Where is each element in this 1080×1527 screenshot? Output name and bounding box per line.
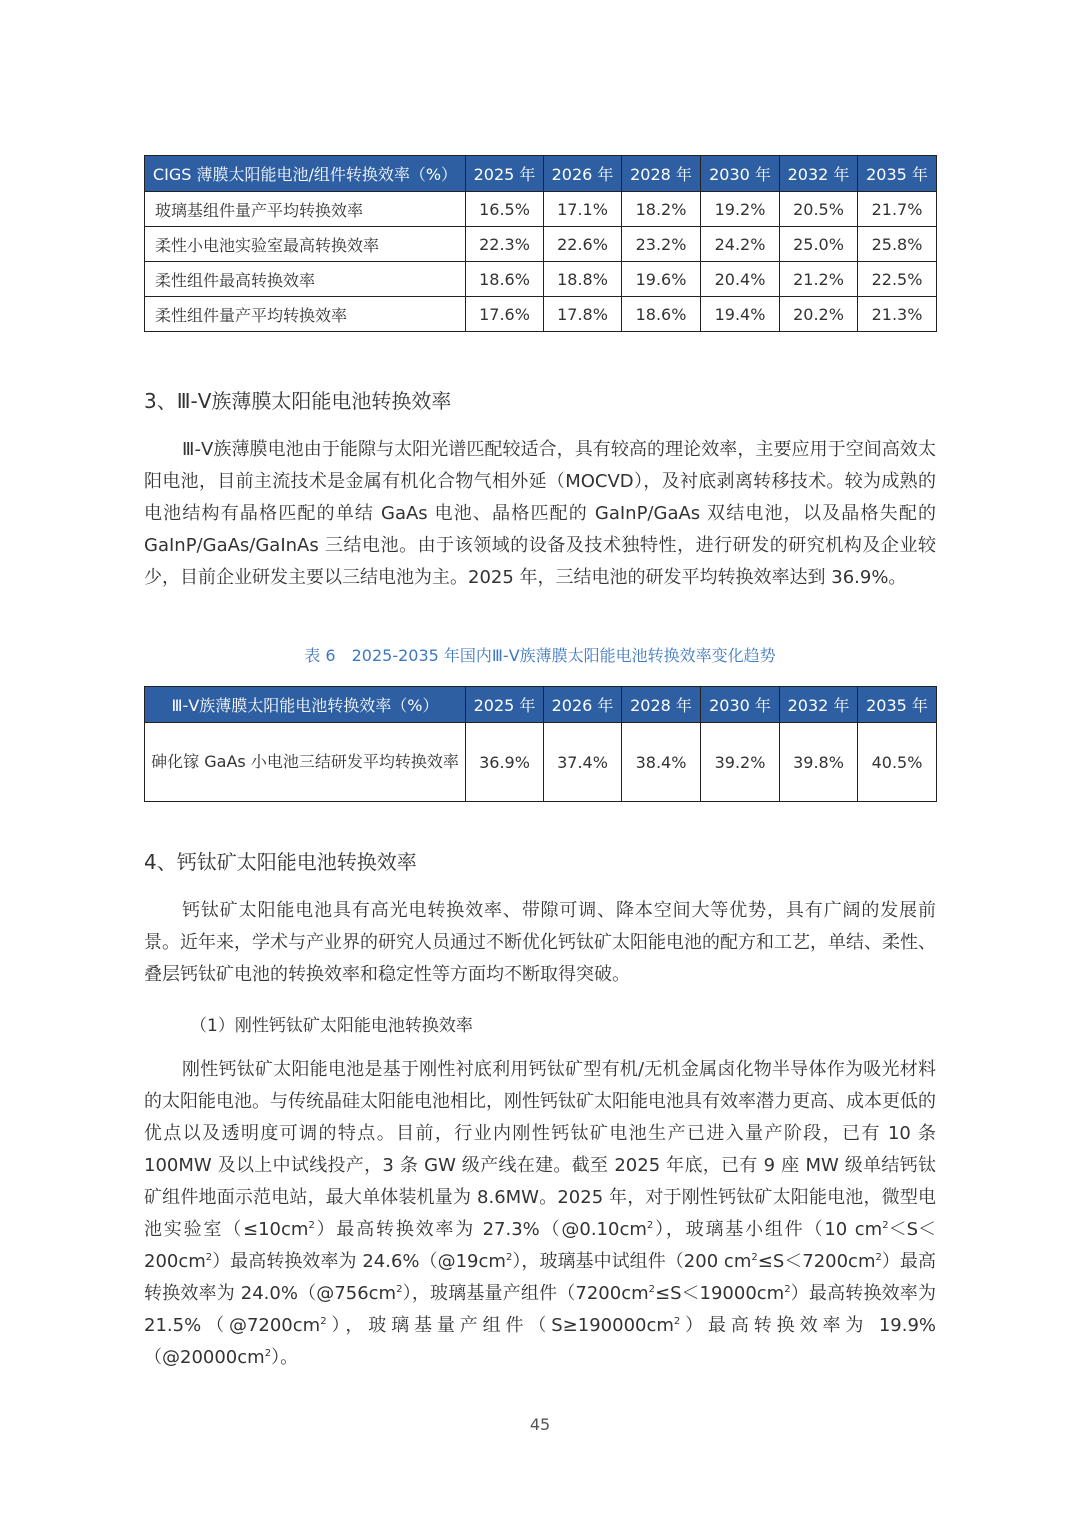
text-segment: ），玻璃基量产组件（7200cm [402, 1283, 649, 1304]
text-segment: 刚性钙钛矿太阳能电池是基于刚性衬底利用钙钛矿型有机/无机金属卤化物半导体作为吸光材料的太阳能电池。与传统晶硅太阳能电池相比，刚性钙钛矿太阳能电池具有效率潜力更高、成本更低的优点以及透明度可调的特点。目前，行业内刚性钙钛矿电池生产已进入量产阶段，已有 10 条 100MW 及以上中试线投产，3 条 GW 级产线在建。截至 2025 年底，已有 9 座 MW 级单结钙钛矿组件地面示范电站，最大单体装机量为 8.6MW。2025 年，对于刚性钙钛矿太阳能电池，微型电池实验室（≤10cm [144, 1059, 936, 1240]
superscript: 2 [784, 1284, 791, 1295]
table-header-cell: 2035 年 [858, 156, 937, 192]
superscript: 2 [320, 1316, 327, 1327]
table-cell: 37.4% [544, 723, 622, 802]
table-cell: 22.5% [858, 262, 937, 297]
table-cell: 22.3% [466, 227, 544, 262]
table-cell: 16.5% [466, 192, 544, 227]
table-cell: 17.8% [544, 297, 622, 332]
table-header-cell: 2030 年 [701, 156, 780, 192]
table-header-cell: 2028 年 [622, 687, 701, 723]
superscript: 2 [264, 1348, 272, 1359]
table-header-cell: 2026 年 [544, 156, 622, 192]
table-cell: 21.7% [858, 192, 937, 227]
page-number: 45 [529, 1415, 551, 1434]
table-header-cell: 2025 年 [466, 687, 544, 723]
table-cell: 25.0% [780, 227, 858, 262]
table-header-cell: 2025 年 [466, 156, 544, 192]
table-cell: 20.2% [780, 297, 858, 332]
superscript: 2 [751, 1252, 758, 1263]
text-segment: ）最高转换效率为 21.5%（@7200cm [144, 1283, 936, 1336]
table-cell: 21.3% [858, 297, 937, 332]
table-cell: 39.2% [701, 723, 780, 802]
section-4-heading: 4、钙钛矿太阳能电池转换效率 [144, 850, 417, 874]
table-header-row [145, 687, 937, 723]
table-cell: 19.6% [622, 262, 701, 297]
table-cell: 17.1% [544, 192, 622, 227]
table-cell: 18.6% [622, 297, 701, 332]
table-header-cell: 2032 年 [780, 156, 858, 192]
superscript: 2 [308, 1220, 315, 1231]
table-header-row [145, 156, 937, 192]
table-cell: 39.8% [780, 723, 858, 802]
text-segment: ）最高转换效率为 24.0%（@756cm [144, 1251, 936, 1304]
table-cell: 17.6% [466, 297, 544, 332]
table-header-cell: 2032 年 [780, 687, 858, 723]
table-cell: 23.2% [622, 227, 701, 262]
row-label: 柔性组件最高转换效率 [145, 262, 466, 297]
table-header-cell: Ⅲ-Ⅴ族薄膜太阳能电池转换效率（%） [145, 687, 466, 723]
row-label: 柔性小电池实验室最高转换效率 [145, 227, 466, 262]
table-header-cell: 2030 年 [701, 687, 780, 723]
iii-v-efficiency-table [144, 686, 937, 802]
superscript: 2 [882, 1220, 889, 1231]
table-header-cell: CIGS 薄膜太阳能电池/组件转换效率（%） [145, 156, 466, 192]
table-cell: 18.6% [466, 262, 544, 297]
table-cell: 36.9% [466, 723, 544, 802]
superscript: 2 [505, 1252, 513, 1263]
text-segment: ），玻璃基量产组件（S≥190000cm [326, 1315, 674, 1336]
text-segment: ），玻璃基中试组件（200 cm [512, 1251, 752, 1272]
table-row [145, 723, 937, 802]
table-cell: 20.4% [701, 262, 780, 297]
table-cell: 25.8% [858, 227, 937, 262]
table-header-cell: 2026 年 [544, 687, 622, 723]
row-label: 砷化镓 GaAs 小电池三结研发平均转换效率 [145, 723, 466, 802]
superscript: 2 [875, 1252, 882, 1263]
text-segment: ＜S＜200cm [144, 1219, 937, 1272]
section-3-paragraph: Ⅲ-Ⅴ族薄膜电池由于能隙与太阳光谱匹配较适合，具有较高的理论效率，主要应用于空间高效太阳电池，目前主流技术是金属有机化合物气相外延（MOCVD），及衬底剥离转移技术。较为成熟的电池结构有晶格匹配的单结 GaAs 电池、晶格匹配的 GaInP/GaAs 双结电池，以及晶格失配的 GaInP/GaAs/GaInAs 三结电池。由于该领域的设备及技术独特性，进行研发的研究机构及企业较少，目前企业研发主要以三结电池为主。2025 年，三结电池的研发平均转换效率达到 36.9%。 [144, 439, 936, 588]
cigs-efficiency-table [144, 155, 937, 332]
table-cell: 21.2% [780, 262, 858, 297]
table-row [145, 227, 937, 262]
text-segment: ）。 [271, 1347, 299, 1368]
table-cell: 40.5% [858, 723, 937, 802]
row-label: 玻璃基组件量产平均转换效率 [145, 192, 466, 227]
rigid-perovskite-paragraph [144, 1054, 936, 1374]
table-cell: 18.2% [622, 192, 701, 227]
table-row [145, 297, 937, 332]
table-6-caption: 表 6 2025-2035 年国内Ⅲ-Ⅴ族薄膜太阳能电池转换效率变化趋势 [304, 646, 776, 665]
superscript: 2 [648, 1284, 656, 1295]
table-cell: 24.2% [701, 227, 780, 262]
table-cell: 19.2% [701, 192, 780, 227]
table-cell: 22.6% [544, 227, 622, 262]
superscript: 2 [646, 1220, 654, 1231]
table-header-cell: 2035 年 [858, 687, 937, 723]
text-segment: ≤S＜7200cm [757, 1251, 876, 1272]
table-cell: 19.4% [701, 297, 780, 332]
table-cell: 20.5% [780, 192, 858, 227]
row-label: 柔性组件量产平均转换效率 [145, 297, 466, 332]
superscript: 2 [396, 1284, 403, 1295]
table-row [145, 262, 937, 297]
text-segment: ），玻璃基小组件（10 cm [653, 1219, 883, 1240]
text-segment: ）最高转换效率为 27.3%（@0.10cm [314, 1219, 647, 1240]
subsection-heading: （1）刚性钙钛矿太阳能电池转换效率 [190, 1016, 473, 1036]
text-segment: ）最高转换效率为 19.9%（@20000cm [144, 1315, 936, 1368]
section-3-heading: 3、Ⅲ-Ⅴ族薄膜太阳能电池转换效率 [144, 389, 452, 413]
text-segment: ≤S＜19000cm [655, 1283, 785, 1304]
table-row [145, 192, 937, 227]
section-4-paragraph: 钙钛矿太阳能电池具有高光电转换效率、带隙可调、降本空间大等优势，具有广阔的发展前景。近年来，学术与产业界的研究人员通过不断优化钙钛矿太阳能电池的配方和工艺，单结、柔性、叠层钙钛矿电池的转换效率和稳定性等方面均不断取得突破。 [144, 900, 936, 985]
table-cell: 18.8% [544, 262, 622, 297]
table-header-cell: 2028 年 [622, 156, 701, 192]
text-segment: ）最高转换效率为 24.6%（@19cm [212, 1251, 506, 1272]
superscript: 2 [673, 1316, 681, 1327]
table-cell: 38.4% [622, 723, 701, 802]
superscript: 2 [205, 1252, 213, 1263]
